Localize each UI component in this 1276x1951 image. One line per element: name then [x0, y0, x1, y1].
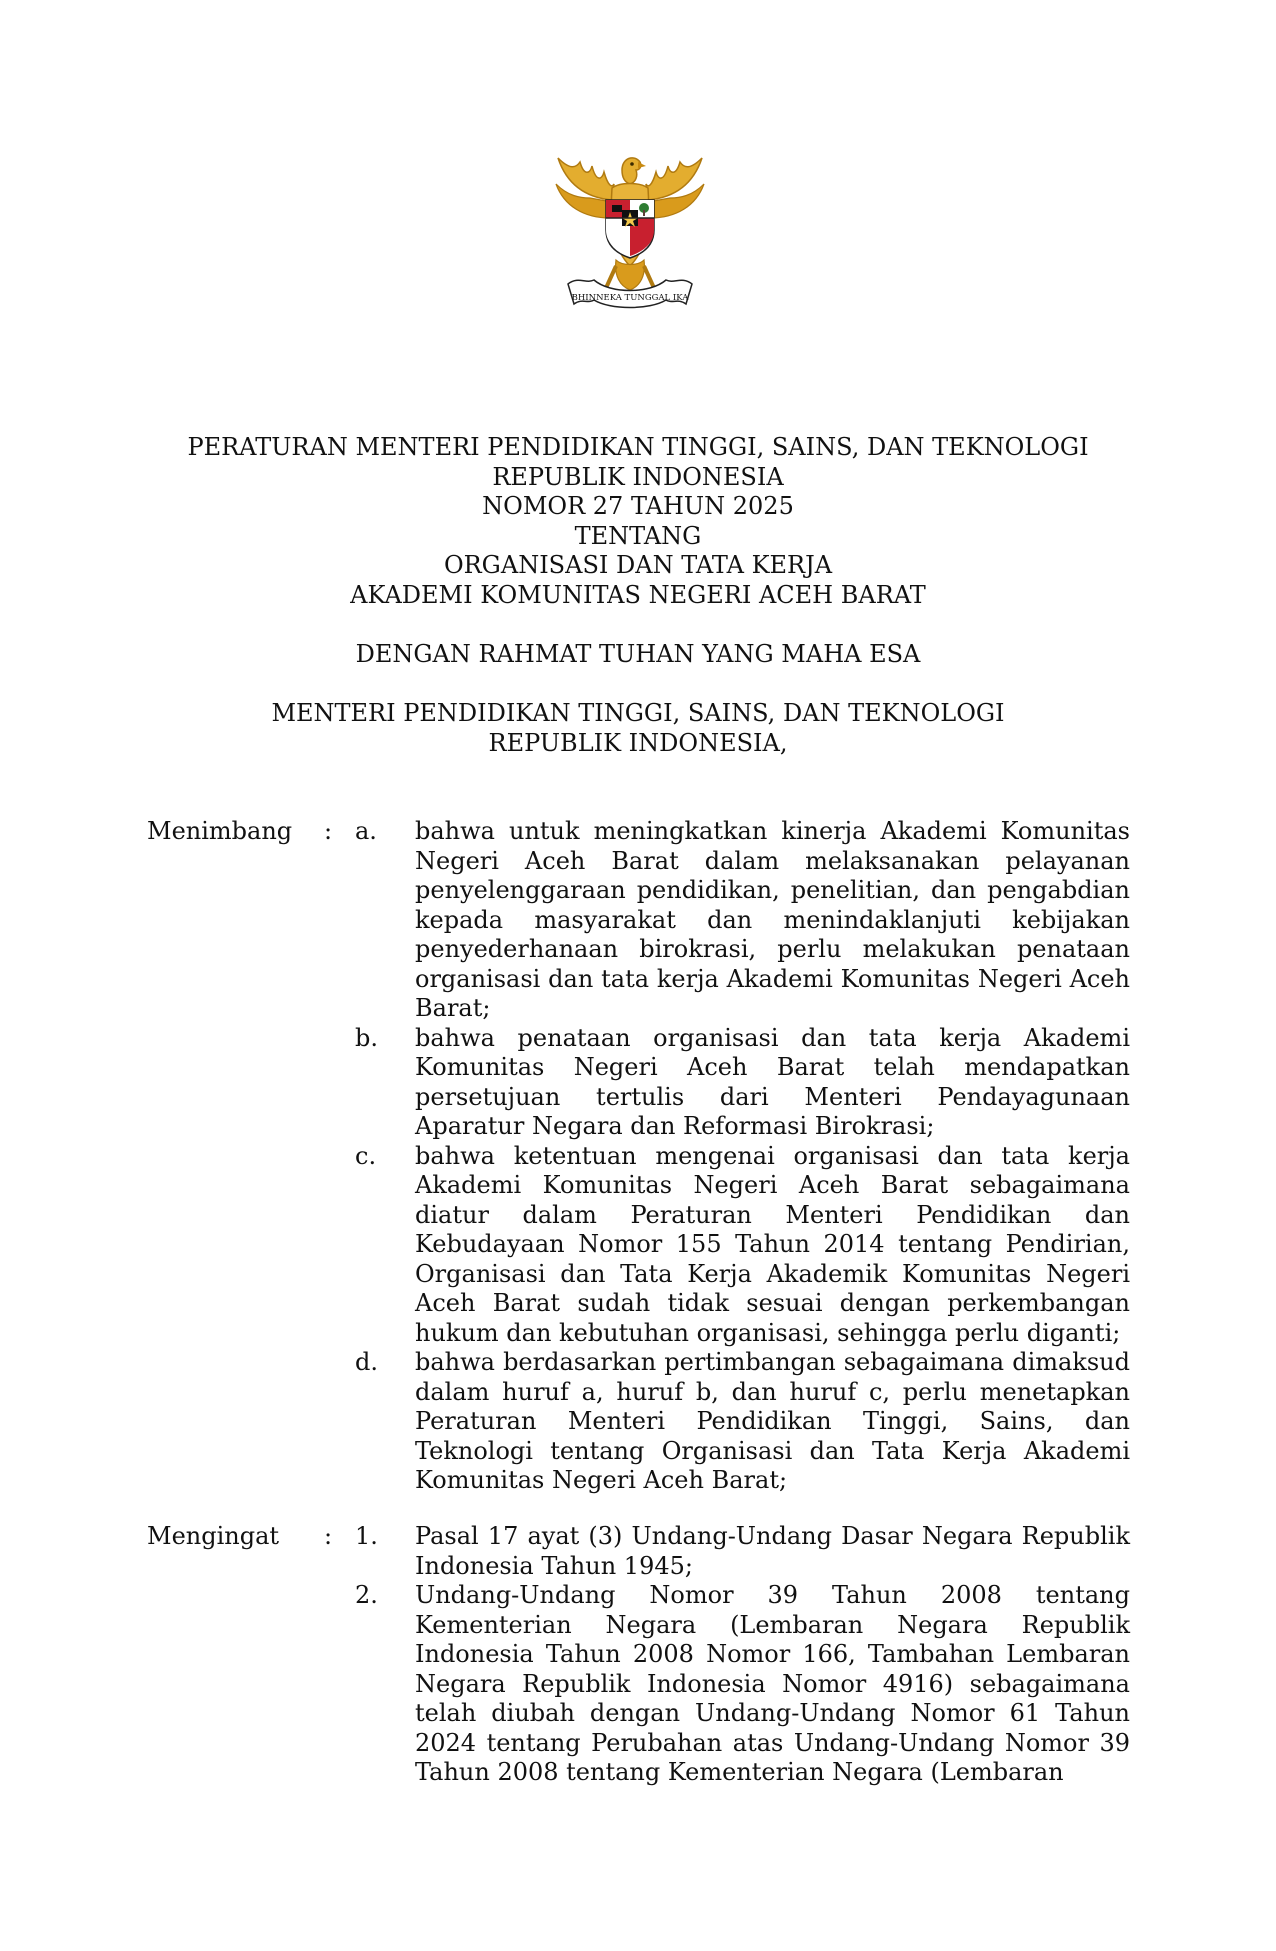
invocation: [0, 640, 1276, 670]
item-text: Undang-Undang Nomor 39 Tahun 2008 tentang Kementerian Negara (Lembaran Negara Republik Indonesia Tahun 2008 Nomor 166, Tambahan Lembaran Negara Republik Indonesia Nomor 4916) sebagaimana telah diubah dengan Undang-Undang Nomor 61 Tahun 2024 tentang Perubahan atas Undang-Undang Nomor 39 Tahun 2008 tentang Kementerian Negara (Lembaran: [415, 1581, 1130, 1786]
mengingat-label: Mengingat: [147, 1522, 280, 1550]
menimbang-colon: :: [324, 817, 333, 845]
minister-line: REPUBLIK INDONESIA,: [488, 728, 788, 757]
menimbang-item-b: [147, 1024, 1130, 1142]
title-line: TENTANG: [574, 521, 702, 550]
title-line: REPUBLIK INDONESIA: [492, 462, 784, 491]
minister-line: MENTERI PENDIDIKAN TINGGI, SAINS, DAN TEKNOLOGI: [271, 699, 1005, 727]
menimbang-section: [147, 817, 1130, 1496]
title-line: AKADEMI KOMUNITAS NEGERI ACEH BARAT: [350, 580, 926, 609]
item-text: bahwa berdasarkan pertimbangan sebagaimana dimaksud dalam huruf a, huruf b, dan huruf c, perlu menetapkan Peraturan Menteri Pendidikan Tinggi, Sains, dan Teknologi tentang Organisasi dan Tata Kerja Akademi Komunitas Negeri Aceh Barat;: [415, 1348, 1130, 1494]
regulation-title: [0, 433, 1276, 610]
title-line: ORGANISASI DAN TATA KERJA: [443, 551, 833, 579]
item-text: bahwa ketentuan mengenai organisasi dan tata kerja Akademi Komunitas Negeri Aceh Barat sebagaimana diatur dalam Peraturan Menteri Pendidikan dan Kebudayaan Nomor 155 Tahun 2014 tentang Pendirian, Organisasi dan Tata Kerja Akademik Komunitas Negeri Aceh Barat sudah tidak sesuai dengan perkembangan hukum dan kebutuhan organisasi, sehingga perlu diganti;: [415, 1141, 1130, 1347]
item-marker: b.: [355, 1023, 378, 1052]
item-text: bahwa untuk meningkatkan kinerja Akademi Komunitas Negeri Aceh Barat dalam melaksanakan pelayanan penyelenggaraan pendidikan, penelitian, dan pengabdian kepada masyarakat dan menindaklanjuti kebijakan penyederhanaan birokrasi, perlu melakukan penataan organisasi dan tata kerja Akademi Komunitas Negeri Aceh Barat;: [415, 817, 1130, 1022]
item-marker: d.: [355, 1348, 378, 1376]
menimbang-item-a: [147, 817, 1130, 1024]
invocation-text: DENGAN RAHMAT TUHAN YANG MAHA ESA: [355, 640, 921, 668]
item-marker: a.: [355, 817, 377, 845]
menimbang-item-d: [147, 1348, 1130, 1496]
item-text: bahwa penataan organisasi dan tata kerja Akademi Komunitas Negeri Aceh Barat telah mendapatkan persetujuan tertulis dari Menteri Pendayagunaan Aparatur Negara dan Reformasi Birokrasi;: [415, 1023, 1130, 1140]
item-text: Pasal 17 ayat (3) Undang-Undang Dasar Negara Republik Indonesia Tahun 1945;: [415, 1522, 1130, 1580]
title-line: NOMOR 27 TAHUN 2025: [482, 492, 794, 520]
minister-heading: [0, 699, 1276, 758]
emblem-motto: BHINNEKA TUNGGAL IKA: [571, 293, 689, 303]
menimbang-item-c: [147, 1142, 1130, 1349]
garuda-emblem-graphic: [550, 148, 710, 316]
item-marker: 2.: [355, 1581, 378, 1609]
menimbang-label: Menimbang: [147, 817, 293, 845]
mengingat-section: [147, 1522, 1130, 1788]
mengingat-item-2: [147, 1581, 1130, 1788]
title-line: PERATURAN MENTERI PENDIDIKAN TINGGI, SAINS, DAN TEKNOLOGI: [187, 433, 1089, 461]
mengingat-colon: :: [324, 1522, 333, 1550]
item-marker: 1.: [355, 1522, 378, 1550]
item-marker: c.: [355, 1141, 377, 1170]
mengingat-item-1: [147, 1522, 1130, 1581]
garuda-pancasila-emblem: [550, 148, 710, 316]
